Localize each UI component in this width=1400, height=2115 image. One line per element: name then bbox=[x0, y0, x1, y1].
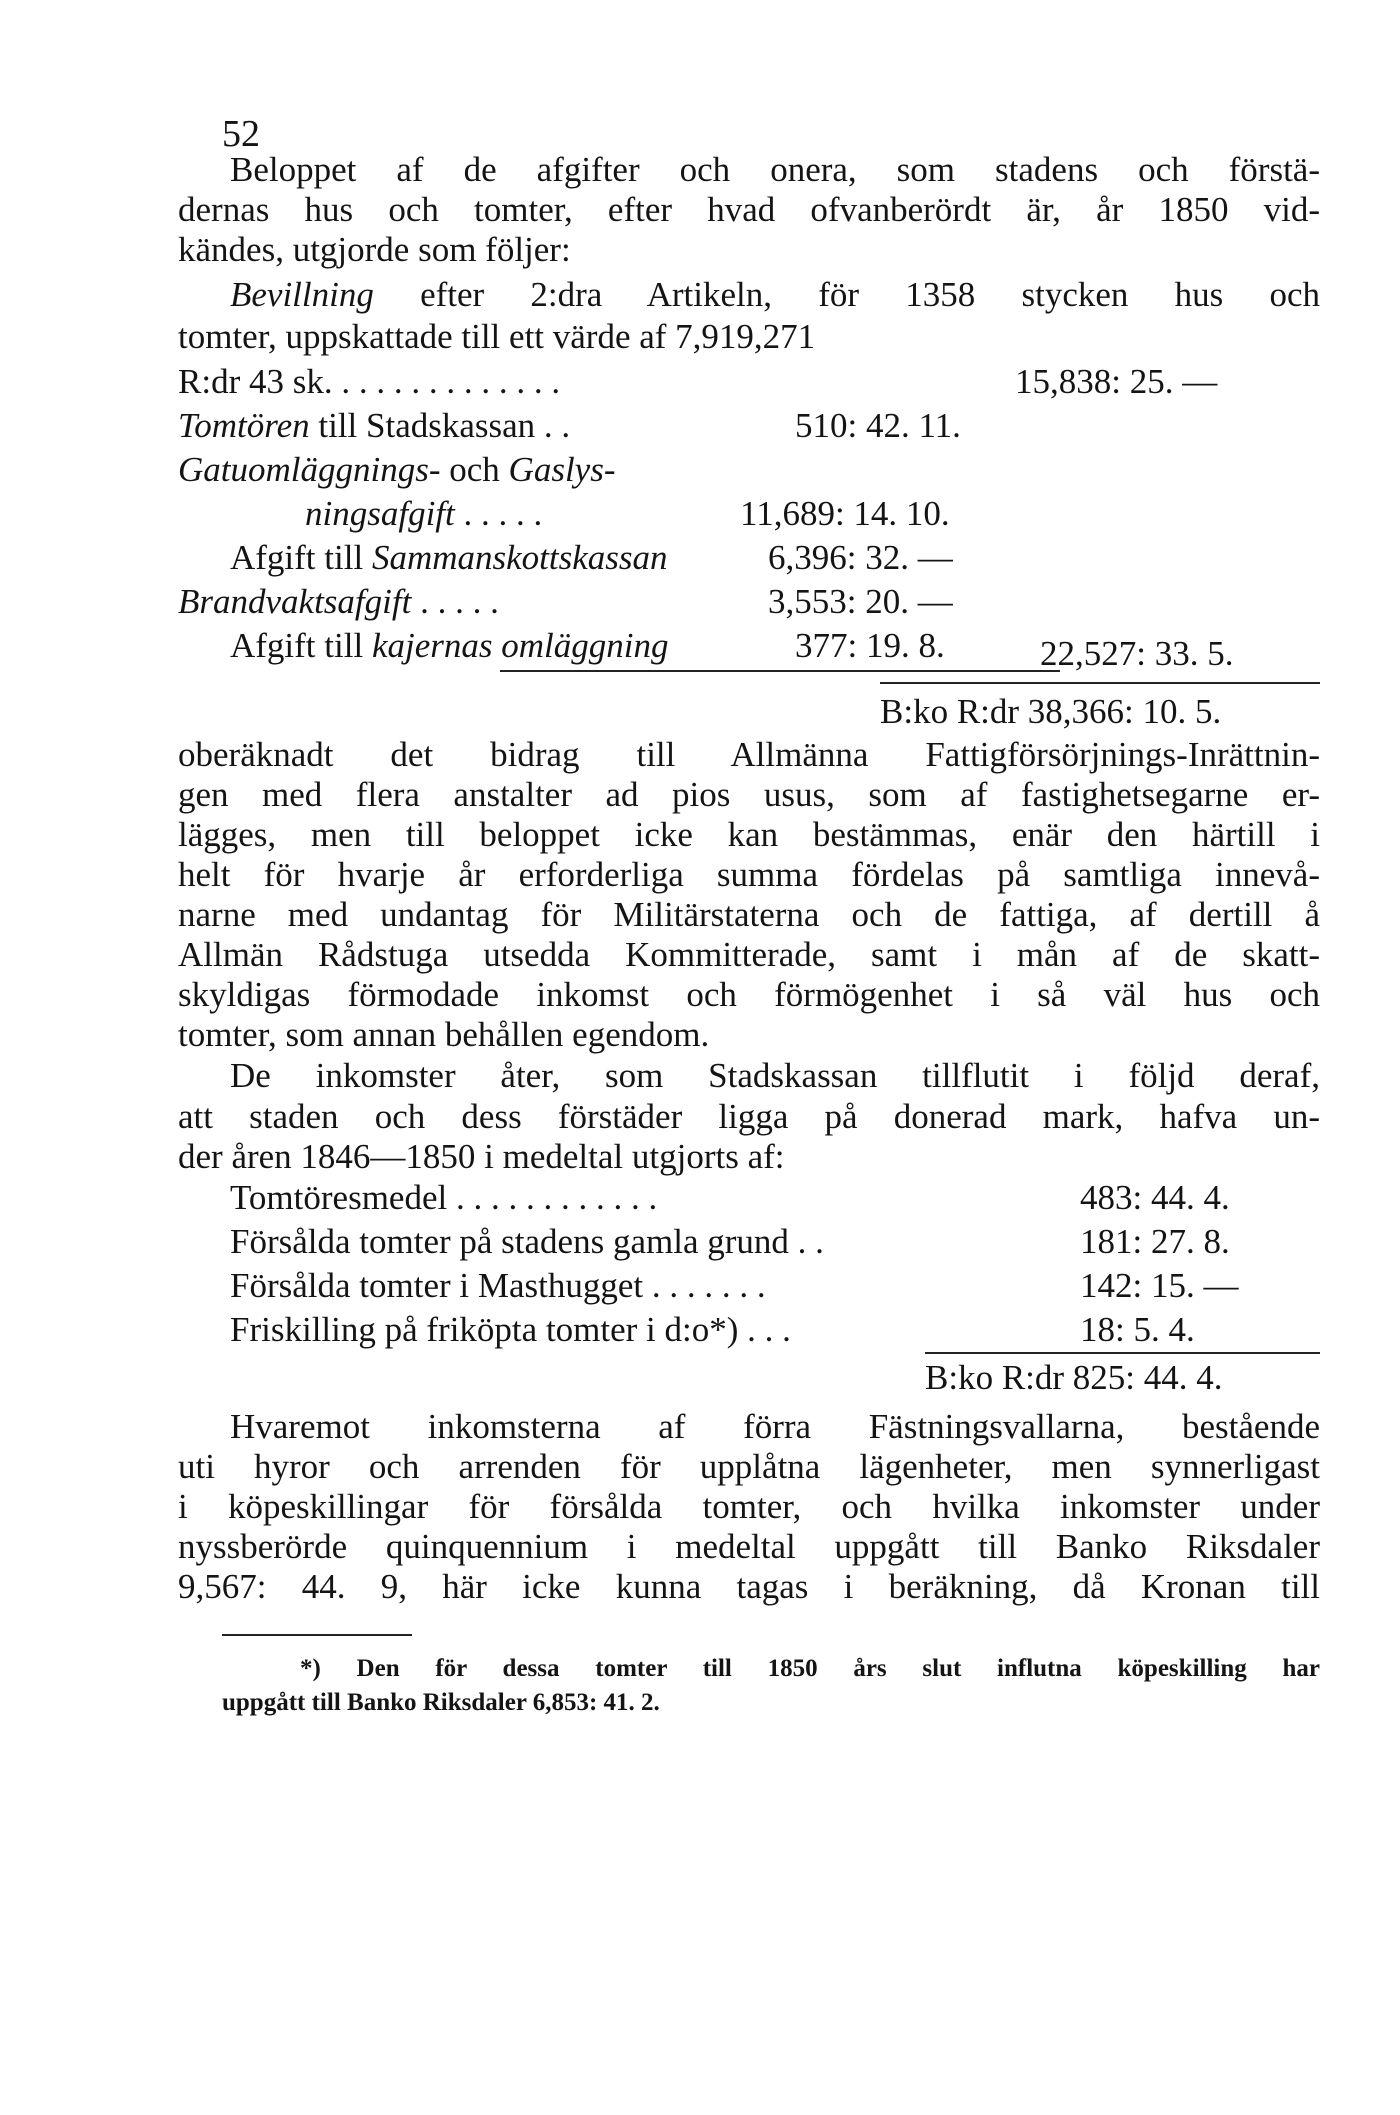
list2-amount: 18: 5. 4. bbox=[1080, 1310, 1195, 1349]
footnote-line: uppgått till Banko Riksdaler 6,853: 41. 2. bbox=[222, 1689, 660, 1716]
tomtoren-label bbox=[178, 404, 570, 448]
bevillning-text: efter 2:dra Artikeln, för 1358 stycken hus och bbox=[420, 275, 1321, 314]
list2-label: Försålda tomter på stadens gamla grund . . bbox=[230, 1222, 824, 1261]
page-number: 52 bbox=[222, 113, 260, 155]
samm-amount: 6,396: 32. — bbox=[768, 538, 953, 577]
list1-total: B:ko R:dr 38,366: 10. 5. bbox=[880, 692, 1222, 731]
brand-dots: . . . . . bbox=[420, 582, 499, 621]
tomtoren-amount: 510: 42. 11. bbox=[795, 406, 961, 445]
list1-subtotal: 22,527: 33. 5. bbox=[1040, 634, 1234, 673]
brand-amount: 3,553: 20. — bbox=[768, 582, 953, 621]
kaj-label bbox=[230, 624, 668, 668]
para2-line: Allmän Rådstuga utsedda Kommitterade, samt i mån af de skatt- bbox=[178, 935, 1320, 974]
para3-line: att staden och dess förstäder ligga på donerad mark, hafva un- bbox=[178, 1097, 1320, 1136]
tomtoren-term: Tomtören bbox=[178, 406, 310, 445]
samm-label bbox=[230, 536, 668, 580]
kaj-underline bbox=[500, 670, 1060, 672]
bevillning-label: R:dr 43 sk. . . . . . . . . . . . . . bbox=[178, 362, 561, 401]
para3-line: der åren 1846—1850 i medeltal utgjorts af: bbox=[178, 1137, 785, 1176]
para2-line: tomter, som annan behållen egendom. bbox=[178, 1015, 710, 1054]
gatu-label bbox=[178, 448, 615, 492]
footnote-rule bbox=[222, 1634, 412, 1636]
kaj-prefix: Afgift till bbox=[230, 626, 364, 665]
subtotal-underline bbox=[880, 682, 1320, 684]
bevillning-amount: 15,838: 25. — bbox=[1015, 362, 1218, 401]
gatu-amount: 11,689: 14. 10. bbox=[740, 494, 950, 533]
list2-label: Tomtöresmedel . . . . . . . . . . . . bbox=[230, 1178, 658, 1217]
list2-underline bbox=[925, 1352, 1320, 1354]
gatu-label-2 bbox=[305, 492, 542, 536]
list2-amount: 483: 44. 4. bbox=[1080, 1178, 1230, 1217]
para3-line: De inkomster åter, som Stadskassan tillflutit i följd deraf, bbox=[230, 1056, 1320, 1095]
bevillning-term: Bevillning bbox=[230, 275, 374, 314]
para2-line: lägges, men till beloppet icke kan bestämmas, enär den härtill i bbox=[178, 815, 1320, 854]
para4-line: 9,567: 44. 9, här icke kunna tagas i beräkning, då Kronan till bbox=[178, 1567, 1320, 1606]
intro-line: dernas hus och tomter, efter hvad ofvanberördt är, år 1850 vid- bbox=[178, 190, 1320, 229]
bevillning-line-2: tomter, uppskattade till ett värde af 7,919,271 bbox=[178, 317, 816, 356]
brand-term: Brandvaktsafgift bbox=[178, 582, 412, 621]
para2-line: oberäknadt det bidrag till Allmänna Fattigförsörjnings-Inrättnin- bbox=[178, 735, 1320, 774]
para4-line: i köpeskillingar för försålda tomter, och hvilka inkomster under bbox=[178, 1487, 1320, 1526]
para2-line: narne med undantag för Militärstaterna och de fattiga, af dertill å bbox=[178, 895, 1320, 934]
intro-line: Beloppet af de afgifter och onera, som stadens och förstä- bbox=[230, 150, 1320, 189]
samm-prefix: Afgift till bbox=[230, 538, 364, 577]
footnote-line: *) Den för dessa tomter till 1850 års slut influtna köpeskilling har bbox=[300, 1655, 1320, 1682]
tomtoren-text: till Stadskassan . . bbox=[318, 406, 571, 445]
gatu-dots: . . . . . bbox=[463, 494, 543, 533]
list2-amount: 142: 15. — bbox=[1080, 1266, 1239, 1305]
para2-line: skyldigas förmodade inkomst och förmögenhet i så väl hus och bbox=[178, 975, 1320, 1014]
para4-line: Hvaremot inkomsterna af förra Fästningsvallarna, bestående bbox=[230, 1407, 1320, 1446]
kaj-amount: 377: 19. 8. bbox=[795, 626, 945, 665]
samm-term: Sammanskottskassan bbox=[371, 538, 668, 577]
list2-amount: 181: 27. 8. bbox=[1080, 1222, 1230, 1261]
gatu-och: och bbox=[449, 450, 500, 489]
para2-line: gen med flera anstalter ad pios usus, som af fastighetsegarne er- bbox=[178, 775, 1320, 814]
gaslys-term: Gaslys- bbox=[508, 450, 616, 489]
gatu-term: Gatuomläggnings- bbox=[178, 450, 441, 489]
kaj-term: kajernas omläggning bbox=[371, 626, 669, 665]
brand-label bbox=[178, 580, 499, 624]
bevillning-line bbox=[230, 273, 1320, 317]
para4-line: uti hyror och arrenden för upplåtna lägenheter, men synnerligast bbox=[178, 1447, 1320, 1486]
gatu-term-2: ningsafgift bbox=[305, 494, 455, 533]
para2-line: helt för hvarje år erforderliga summa fördelas på samtliga innevå- bbox=[178, 855, 1320, 894]
list2-total: B:ko R:dr 825: 44. 4. bbox=[925, 1358, 1223, 1397]
list2-label: Försålda tomter i Masthugget . . . . . . . bbox=[230, 1266, 766, 1305]
intro-line: kändes, utgjorde som följer: bbox=[178, 230, 571, 269]
list2-label: Friskilling på friköpta tomter i d:o*) . . . bbox=[230, 1310, 791, 1349]
para4-line: nyssberörde quinquennium i medeltal uppgått till Banko Riksdaler bbox=[178, 1527, 1320, 1566]
